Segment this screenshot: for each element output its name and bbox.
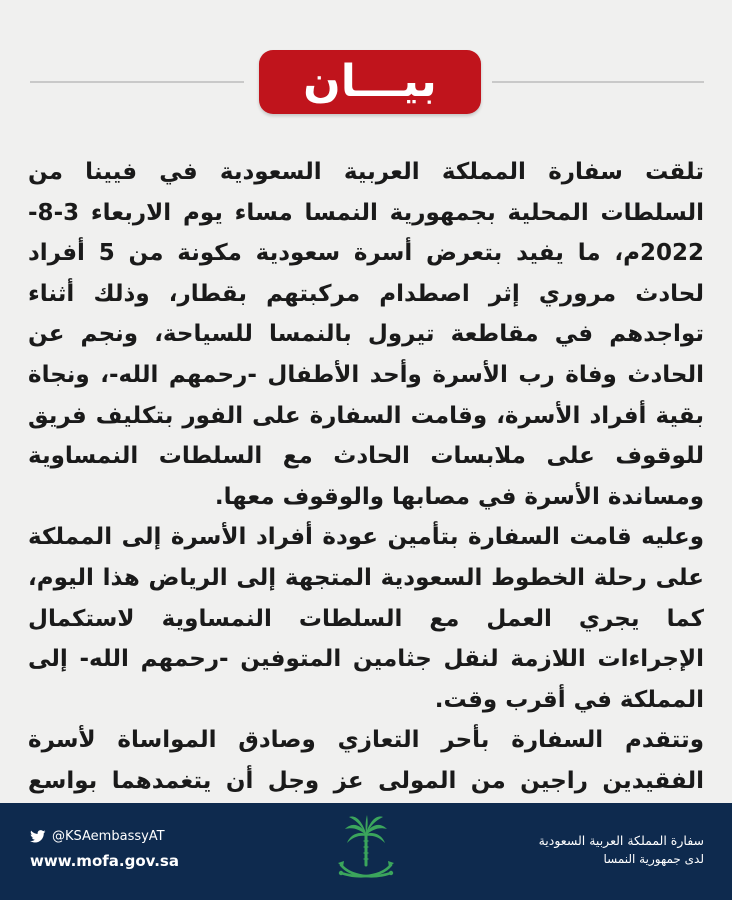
website-link[interactable]: www.mofa.gov.sa [30, 852, 179, 870]
statement-paragraph-1: تلقت سفارة المملكة العربية السعودية في فيينا من السلطات المحلية بجمهورية النمسا مساء يوم الاربعاء 3-8-2022م، ما يفيد بتعرض أسرة سعودية مكونة من 5 أفراد لحادث مروري إثر اصطدام مركبتهم بقطار، وذلك أثناء تواجدهم في مقاطعة تيرول بالنمسا للسياحة، ونجم عن الحادث وفاة رب الأسرة وأحد الأطفال -رحمهم الله-، ونجاة بقية أفراد الأسرة، وقامت السفارة على الفور بتكليف فريق للوقوف على ملابسات الحادث مع السلطات النمساوية ومساندة الأسرة في مصابها والوقوف معها. [28, 159, 704, 510]
footer-bar [0, 803, 732, 900]
embassy-country: لدى جمهورية النمسا [603, 852, 704, 866]
twitter-handle: @KSAembassyAT [52, 829, 165, 844]
statement-title: بيـــان [303, 56, 437, 107]
twitter-bird-icon [30, 830, 46, 843]
statement-paragraph-2: وعليه قامت السفارة بتأمين عودة أفراد الأسرة إلى المملكة على رحلة الخطوط السعودية المتجهة إلى الرياض هذا اليوم، كما يجري العمل مع السلطات النمساوية لاستكمال الإجراءات اللازمة لنقل جثامين المتوفين -رحمهم الله- إلى المملكة في أقرب وقت. [28, 524, 704, 713]
header-divider-left [30, 81, 244, 83]
statement-header [0, 48, 732, 116]
statement-title-badge [259, 50, 481, 114]
statement-paragraph-3: وتتقدم السفارة بأحر التعازي وصادق المواساة لأسرة الفقيدين راجين من المولى عز وجل أن يتغمدهما بواسع [28, 727, 704, 794]
embassy-name: سفارة المملكة العربية السعودية [538, 833, 704, 848]
embassy-name-block [539, 832, 704, 868]
twitter-link[interactable] [30, 829, 179, 844]
palm-and-swords-emblem-icon [333, 815, 399, 889]
statement-body [28, 152, 704, 842]
footer-contacts [30, 829, 179, 870]
header-divider-right [492, 81, 704, 83]
